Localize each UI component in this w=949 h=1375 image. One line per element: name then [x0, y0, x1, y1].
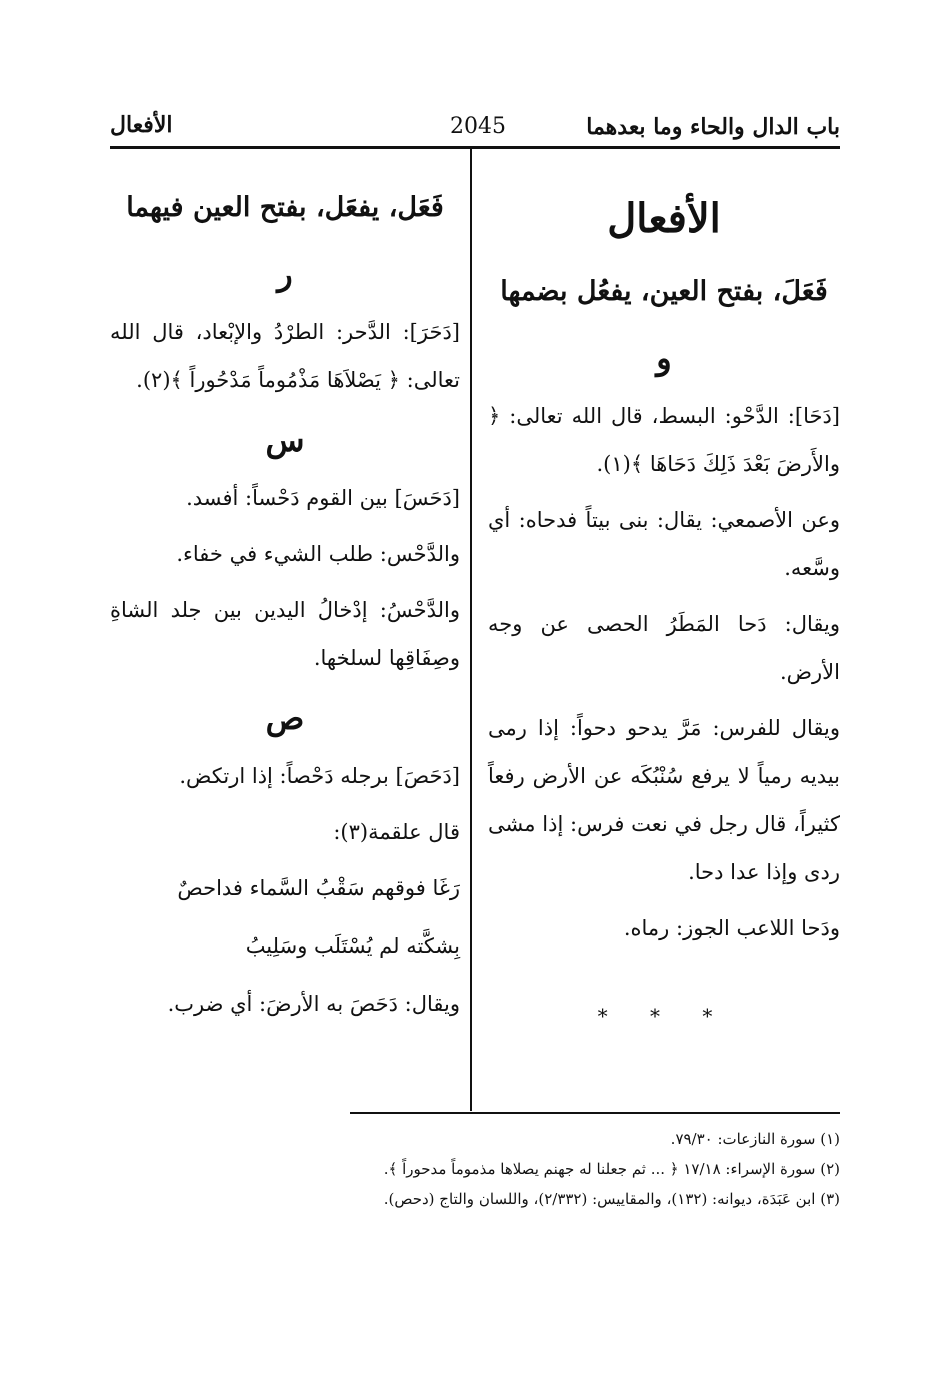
letter-heading-sin: س: [265, 421, 305, 459]
entry-asmai: وعن الأصمعي: يقال: بنى بيتاً فدحاه: أي وسَّعه.: [488, 508, 840, 580]
footnote-1: (١) سورة النازعات: ٧٩/٣٠.: [670, 1130, 840, 1148]
column-divider: [470, 149, 472, 1111]
entry-dahs-hands: والدَّحْسُ: إدْخالُ اليدين بين جلد الشاةِ وصِفَاقِها لسلخها.: [110, 598, 460, 670]
entry-dahara: [دَحَرَ]: الدَّحر: الطرْدُ والإبْعاد، قال الله تعالى: ﴿ يَصْلاَهَا مَذْمُوماً مَدْحُوراً ﴾(٢).: [110, 320, 460, 392]
section-end-stars: * * *: [597, 1004, 731, 1028]
entry-daha: [دَحَا]: الدَّحْو: البسط، قال الله تعالى: ﴿ والأَرضَ بَعْدَ ذَلِكَ دَحَاهَا ﴾(١).: [488, 404, 840, 476]
header-rule: [110, 146, 840, 149]
footnote-rule: [350, 1112, 840, 1114]
entry-alqama-intro: قال علقمة(٣):: [333, 820, 460, 844]
left-column: [110, 170, 460, 1036]
pattern-heading-left: فَعَل، يفعَل، بفتح العين فيهما: [126, 192, 444, 223]
page-header: [110, 110, 840, 146]
letter-heading-sad: ص: [265, 699, 305, 737]
footnotes: [110, 1124, 840, 1214]
entry-dahasa-kick: [دَحَصَ] برجله دَحْصاً: إذا ارتكض.: [179, 764, 460, 788]
letter-heading-ra: ر: [277, 255, 293, 293]
poem-verse-1: رَغَا فوقهم سَقْبُ السَّماء فداحصٌ: [177, 876, 460, 900]
entry-player: ودَحا اللاعب الجوز: رماه.: [623, 916, 840, 940]
entry-horse: ويقال للفرس: مَرَّ يدحو دحواً: إذا رمى بيديه رمياً لا يرفع سُنْبُكَه عن الأرض رفعاً كثيراً، قال رجل في نعت فرس: إذا مشى ردى وإذا عدا دحا.: [488, 716, 840, 884]
section-running-title: الأفعال: [110, 112, 173, 138]
footnote-3: (٣) ابن عَبَدَة، ديوانه: (١٣٢)، والمقاييس: (٢/٣٣٢)، واللسان والتاج (دحص).: [383, 1190, 840, 1208]
entry-dahasa: [دَحَسَ] بين القوم دَحْساً: أفسد.: [186, 486, 460, 510]
entry-dahasa-ground: ويقال: دَحَصَ به الأرضَ: أي ضرب.: [167, 992, 460, 1016]
entry-rain: ويقال: دَحا المَطَرُ الحصى عن وجه الأرض.: [488, 612, 840, 684]
chapter-title: باب الدال والحاء وما بعدهما: [586, 114, 840, 140]
page-number: 2045: [450, 114, 506, 139]
section-title: الأفعال: [607, 195, 721, 242]
right-column: [488, 170, 840, 1040]
letter-heading-waw: و: [656, 339, 672, 377]
pattern-heading: فَعَلَ، بفتح العين، يفعُل بضمها: [500, 276, 828, 307]
poem-verse-2: بِشكَّته لم يُسْتَلَب وسَلِيبُ: [245, 934, 460, 958]
footnote-2: (٢) سورة الإسراء: ١٧/١٨ ﴿ ... ثم جعلنا له جهنم يصلاها مذموماً مدحوراً ﴾.: [383, 1160, 840, 1178]
entry-dahs-seek: والدَّحْس: طلب الشيء في خفاء.: [176, 542, 460, 566]
